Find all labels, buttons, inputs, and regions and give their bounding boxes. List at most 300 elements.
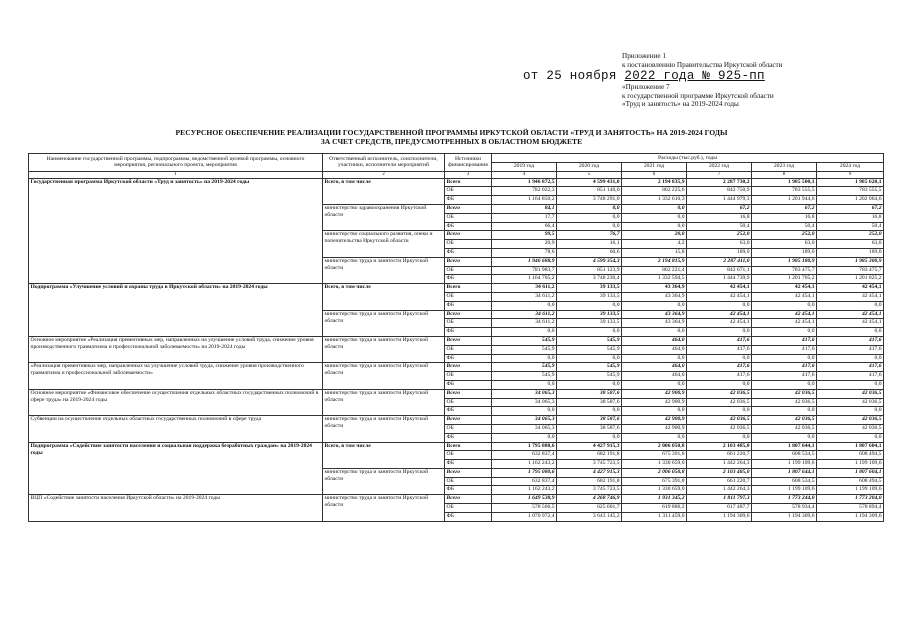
amount-cell: 67,2 [687,204,752,213]
amount-cell: 682 191,8 [557,477,622,486]
executor-cell: министерство труда и занятости Иркутской области [323,363,445,389]
amount-cell: 34 065,3 [492,416,557,425]
amount-cell: 3 643 145,2 [557,512,622,521]
amount-cell: 0,0 [817,407,884,416]
column-number: 4 [492,171,557,178]
amount-cell: 417,6 [687,372,752,381]
amount-cell: 1 773 204,0 [817,495,884,504]
document-title [0,128,903,146]
amount-cell: 0,0 [752,301,817,310]
program-name-cell: Основное мероприятие «Реализация превентивных мер, направленных на улучшение условий труда, снижение уровня производственного травматизма и профессиональной заболеваемости» на 2019-2024 годы [29,336,323,362]
source-cell: Всего [445,389,492,398]
executor-cell: министерство здравоохранения Иркутской области [323,204,445,230]
amount-cell: 99,5 [492,231,557,240]
amount-cell: 0,0 [687,407,752,416]
amount-cell: 1 194 309,6 [687,512,752,521]
amount-cell: 417,6 [687,336,752,345]
column-number: 8 [752,171,817,178]
amount-cell: 2 103 485,0 [687,442,752,451]
source-cell: ОБ [445,372,492,381]
amount-cell: 3 748 291,0 [557,196,622,205]
amount-cell: 608 534,5 [752,477,817,486]
amount-cell: 43 364,9 [622,292,687,301]
amount-cell: 608 494,5 [817,477,884,486]
amount-cell: 0,0 [557,380,622,389]
amount-cell: 42 454,1 [817,284,884,293]
amount-cell: 0,0 [622,407,687,416]
amount-cell: 189,0 [687,248,752,257]
amount-cell: 842 750,9 [687,187,752,196]
amount-cell: 1 811 797,3 [687,495,752,504]
amount-cell: 16,8 [687,213,752,222]
amount-cell: 417,6 [817,336,884,345]
executor-cell: Всего, в том числе [323,442,445,468]
amount-cell: 0,0 [622,328,687,337]
source-cell: Всего [445,178,492,187]
amount-cell: 862 221,4 [622,266,687,275]
amount-cell: 417,6 [817,345,884,354]
amount-cell: 42 454,1 [687,284,752,293]
approval-line-1: Приложение 1 [622,52,666,60]
source-cell: ФБ [445,380,492,389]
executor-cell: министерство труда и занятости Иркутской области [323,310,445,336]
executor-cell: министерство труда и занятости Иркутской области [323,468,445,494]
amount-cell: 42 454,1 [817,319,884,328]
amount-cell: 42 036,5 [687,389,752,398]
amount-cell: 43 364,9 [622,310,687,319]
source-cell: ФБ [445,222,492,231]
amount-cell: 252,0 [817,231,884,240]
table-row [29,442,884,451]
approval-line-2: к постановлению Правительства Иркутской области [622,60,783,69]
amount-cell: 42 036,5 [752,424,817,433]
amount-cell: 1 199 109,6 [752,486,817,495]
amount-cell: 38 587,6 [557,424,622,433]
amount-cell: 42 036,5 [817,424,884,433]
amount-cell: 851 140,0 [557,187,622,196]
amount-cell: 417,6 [687,363,752,372]
column-number: 9 [817,171,884,178]
amount-cell: 578 894,4 [817,504,884,513]
source-cell: Всего [445,442,492,451]
amount-cell: 0,0 [622,301,687,310]
approval-line-5: «Труд и занятость» на 2019-2024 годы [622,100,739,109]
amount-cell: 1 442 264,3 [687,460,752,469]
amount-cell: 189,0 [752,248,817,257]
amount-cell: 42 454,1 [752,292,817,301]
source-cell: ФБ [445,354,492,363]
amount-cell: 42 900,9 [622,416,687,425]
amount-cell: 0,0 [557,407,622,416]
amount-cell: 38 587,6 [557,389,622,398]
column-number: 1 [29,171,323,178]
amount-cell: 63,0 [817,240,884,249]
amount-cell: 42 036,5 [817,389,884,398]
source-cell: ФБ [445,275,492,284]
amount-cell: 20,9 [492,240,557,249]
amount-cell: 661 220,7 [687,477,752,486]
column-number: 6 [622,171,687,178]
source-cell: Всего [445,495,492,504]
amount-cell: 1 201 705,2 [752,275,817,284]
amount-cell: 189,0 [817,248,884,257]
amount-cell: 417,6 [752,363,817,372]
amount-cell: 632 837,4 [492,451,557,460]
amount-cell: 0,0 [557,354,622,363]
amount-cell: 34 611,2 [492,310,557,319]
executor-cell: министерство труда и занятости Иркутской области [323,416,445,442]
amount-cell: 0,0 [557,328,622,337]
amount-cell: 1 807 644,1 [752,468,817,477]
amount-cell: 545,9 [557,345,622,354]
amount-cell: 4 599 354,3 [557,257,622,266]
source-cell: ФБ [445,460,492,469]
executor-cell: министерство труда и занятости Иркутской области [323,495,445,521]
amount-cell: 1 985 180,9 [752,257,817,266]
amount-cell: 619 886,2 [622,504,687,513]
amount-cell: 0,0 [752,380,817,389]
amount-cell: 63,0 [687,240,752,249]
amount-cell: 417,6 [752,345,817,354]
amount-cell: 1 795 080,6 [492,468,557,477]
source-cell: ОБ [445,424,492,433]
amount-cell: 1 649 538,9 [492,495,557,504]
amount-cell: 4 599 431,0 [557,178,622,187]
amount-cell: 67,2 [752,204,817,213]
amount-cell: 783 555,5 [817,187,884,196]
table-row [29,416,884,425]
amount-cell: 0,0 [687,301,752,310]
source-cell: ОБ [445,292,492,301]
amount-cell: 0,0 [752,328,817,337]
amount-cell: 545,9 [492,372,557,381]
amount-cell: 0,0 [557,301,622,310]
amount-cell: 3 745 723,5 [557,460,622,469]
amount-cell: 42 036,5 [817,398,884,407]
amount-cell: 608 494,5 [817,451,884,460]
source-cell: ФБ [445,196,492,205]
amount-cell: 608 534,5 [752,451,817,460]
source-cell: ФБ [445,512,492,521]
amount-cell: 0,0 [817,433,884,442]
column-number: 5 [557,171,622,178]
amount-cell: 67,2 [817,204,884,213]
source-cell: ФБ [445,433,492,442]
amount-cell: 0,0 [752,433,817,442]
source-cell: Всего [445,310,492,319]
executor-cell: министерство труда и занятости Иркутской области [323,389,445,415]
amount-cell: 1 330 659,0 [622,486,687,495]
amount-cell: 417,6 [752,336,817,345]
amount-cell: 1 194 309,6 [817,512,884,521]
source-cell: ОБ [445,451,492,460]
amount-cell: 15,8 [622,248,687,257]
amount-cell: 1 946 872,5 [492,178,557,187]
amount-cell: 17,7 [492,213,557,222]
amount-cell: 39 133,5 [557,292,622,301]
table-body [29,178,884,521]
amount-cell: 0,0 [622,213,687,222]
table-row [29,178,884,187]
amount-cell: 661 220,7 [687,451,752,460]
amount-cell: 1 164 705,2 [492,275,557,284]
amount-cell: 675 391,8 [622,451,687,460]
header-name: Наименование государственной программы, подпрограммы, ведомственной целевой программы, основного мероприятия, регионального проекта, мероприятия [29,154,323,172]
amount-cell: 42 036,5 [817,416,884,425]
amount-cell: 1 199 109,6 [752,460,817,469]
amount-cell: 42 036,5 [752,398,817,407]
header-year: 2024 год [817,162,884,171]
amount-cell: 1 202 064,6 [817,196,884,205]
amount-cell: 1 311 459,0 [622,512,687,521]
amount-cell: 0,0 [557,204,622,213]
amount-cell: 2 103 485,0 [687,468,752,477]
amount-cell: 617 487,7 [687,504,752,513]
amount-cell: 862 225,6 [622,187,687,196]
source-cell: Всего [445,204,492,213]
source-cell: Всего [445,468,492,477]
amount-cell: 39 133,5 [557,284,622,293]
executor-cell: министерство труда и занятости Иркутской области [323,257,445,283]
amount-cell: 417,6 [817,363,884,372]
amount-cell: 1 201 944,6 [752,196,817,205]
table-row [29,495,884,504]
header-expenses: Расходы (тыс.руб.), годы [492,154,884,163]
source-cell: Всего [445,231,492,240]
amount-cell: 675 391,8 [622,477,687,486]
amount-cell: 0,0 [557,433,622,442]
source-cell: Всего [445,336,492,345]
amount-cell: 682 191,8 [557,451,622,460]
executor-cell: министерство труда и занятости Иркутской области [323,336,445,362]
amount-cell: 63,0 [752,240,817,249]
amount-cell: 1 201 825,2 [817,275,884,284]
amount-cell: 0,0 [752,354,817,363]
amount-cell: 1 162 243,2 [492,486,557,495]
table-row [29,284,884,293]
header-year: 2021 год [622,162,687,171]
amount-cell: 42 454,1 [687,292,752,301]
amount-cell: 0,0 [622,433,687,442]
amount-cell: 0,0 [622,354,687,363]
column-number: 7 [687,171,752,178]
amount-cell: 76,7 [557,231,622,240]
table-row [29,389,884,398]
amount-cell: 34 065,3 [492,398,557,407]
source-cell: ОБ [445,319,492,328]
source-cell: ОБ [445,398,492,407]
amount-cell: 783 555,5 [752,187,817,196]
amount-cell: 1 807 644,1 [752,442,817,451]
approval-line-3: «Приложение 7 [622,83,670,92]
amount-cell: 34 611,2 [492,292,557,301]
amount-cell: 417,6 [687,345,752,354]
amount-cell: 50,4 [752,222,817,231]
approval-line-4: к государственной программе Иркутской области [622,91,774,100]
amount-cell: 1 795 080,6 [492,442,557,451]
amount-cell: 252,0 [752,231,817,240]
resource-table [28,153,884,522]
amount-cell: 1 985 500,1 [752,178,817,187]
amount-cell: 464,0 [622,345,687,354]
amount-cell: 464,0 [622,372,687,381]
amount-cell: 417,6 [752,372,817,381]
amount-cell: 2 194 815,9 [622,257,687,266]
amount-cell: 42 454,1 [752,310,817,319]
amount-cell: 545,9 [557,336,622,345]
amount-cell: 0,0 [622,204,687,213]
amount-cell: 842 671,1 [687,266,752,275]
source-cell: ОБ [445,345,492,354]
amount-cell: 4 427 915,3 [557,442,622,451]
source-cell: ОБ [445,477,492,486]
amount-cell: 578 566,5 [492,504,557,513]
source-cell: Всего [445,416,492,425]
amount-cell: 0,0 [817,301,884,310]
source-cell: ФБ [445,328,492,337]
table-row [29,336,884,345]
amount-cell: 0,0 [687,354,752,363]
amount-cell: 417,6 [817,372,884,381]
program-name-cell: Основное мероприятие «Финансовое обеспечение осуществления отдельных областных государственных полномочий в сфере труда» на 2019-2024 годы [29,389,323,415]
source-cell: Всего [445,363,492,372]
amount-cell: 42 036,5 [752,416,817,425]
amount-cell: 464,0 [622,336,687,345]
amount-cell: 42 900,9 [622,398,687,407]
amount-cell: 20,0 [622,231,687,240]
program-name-cell: Подпрограмма «Содействие занятости населения и социальная поддержка безработных граждан» на 2019-2024 годы [29,442,323,495]
amount-cell: 16,1 [557,240,622,249]
amount-cell: 1 164 850,2 [492,196,557,205]
column-number: 2 [323,171,445,178]
amount-cell: 545,9 [557,372,622,381]
amount-cell: 42 454,1 [752,319,817,328]
stamp-date: 2022 года № 925-пп [624,69,765,83]
amount-cell: 0,0 [817,380,884,389]
amount-cell: 4 268 746,9 [557,495,622,504]
amount-cell: 34 065,3 [492,424,557,433]
amount-cell: 0,0 [687,433,752,442]
amount-cell: 1 199 109,6 [817,486,884,495]
amount-cell: 0,0 [492,433,557,442]
table-row [29,363,884,372]
amount-cell: 625 601,7 [557,504,622,513]
source-cell: Всего [445,257,492,266]
amount-cell: 4 427 915,3 [557,468,622,477]
amount-cell: 1 070 972,4 [492,512,557,521]
amount-cell: 783 475,7 [817,266,884,275]
amount-cell: 38 587,6 [557,398,622,407]
column-number: 3 [445,171,492,178]
amount-cell: 2 194 835,9 [622,178,687,187]
amount-cell: 783 475,7 [752,266,817,275]
amount-cell: 4,2 [622,240,687,249]
amount-cell: 1 946 688,9 [492,257,557,266]
amount-cell: 60,6 [557,248,622,257]
amount-cell: 1 807 604,1 [817,468,884,477]
amount-cell: 34 611,2 [492,319,557,328]
amount-cell: 0,0 [622,380,687,389]
executor-cell: Всего, в том числе [323,284,445,310]
amount-cell: 1 931 345,2 [622,495,687,504]
amount-cell: 39 133,5 [557,310,622,319]
amount-cell: 34 611,2 [492,284,557,293]
table-head [29,154,884,179]
amount-cell: 42 900,9 [622,424,687,433]
title-line-2: ЗА СЧЕТ СРЕДСТВ, ПРЕДУСМОТРЕННЫХ В ОБЛАСТНОМ БЮДЖЕТЕ [320,137,583,146]
amount-cell: 42 454,1 [687,319,752,328]
amount-cell: 0,0 [557,213,622,222]
amount-cell: 34 065,3 [492,389,557,398]
amount-cell: 0,0 [492,380,557,389]
amount-cell: 84,1 [492,204,557,213]
source-cell: ОБ [445,213,492,222]
amount-cell: 43 364,9 [622,284,687,293]
header-year: 2020 год [557,162,622,171]
source-cell: ОБ [445,504,492,513]
amount-cell: 0,0 [687,328,752,337]
amount-cell: 632 837,4 [492,477,557,486]
amount-cell: 2 287 730,2 [687,178,752,187]
amount-cell: 1 162 243,2 [492,460,557,469]
amount-cell: 42 036,5 [752,389,817,398]
executor-cell: Всего, в том числе [323,178,445,204]
program-name-cell: ВЦП «Содействие занятости населения Иркутской области» на 2019-2024 годы [29,495,323,521]
header-year: 2023 год [752,162,817,171]
amount-cell: 2 006 050,8 [622,468,687,477]
title-line-1: РЕСУРСНОЕ ОБЕСПЕЧЕНИЕ РЕАЛИЗАЦИИ ГОСУДАРСТВЕННОЙ ПРОГРАММЫ ИРКУТСКОЙ ОБЛАСТИ «ТРУД И ЗАНЯТОСТЬ» НА 2019-2024 ГОДЫ [175,128,728,137]
amount-cell: 1 444 979,3 [687,196,752,205]
amount-cell: 43 364,9 [622,319,687,328]
amount-cell: 2 006 050,8 [622,442,687,451]
amount-cell: 50,4 [817,222,884,231]
amount-cell: 0,0 [492,328,557,337]
amount-cell: 1 773 244,0 [752,495,817,504]
amount-cell: 1 330 659,0 [622,460,687,469]
program-name-cell: Государственная программа Иркутской области «Труд и занятость» на 2019-2024 годы [29,178,323,284]
amount-cell: 0,0 [492,354,557,363]
amount-cell: 545,9 [492,336,557,345]
date-stamp [523,69,765,83]
amount-cell: 1 985 300,9 [817,257,884,266]
header-year: 2019 год [492,162,557,171]
header-source: Источники финансирования [445,154,492,172]
amount-cell: 1 442 264,3 [687,486,752,495]
source-cell: ФБ [445,248,492,257]
source-cell: ОБ [445,266,492,275]
amount-cell: 1 194 309,6 [752,512,817,521]
amount-cell: 42 454,1 [752,284,817,293]
amount-cell: 42 036,5 [687,416,752,425]
amount-cell: 781 983,7 [492,266,557,275]
amount-cell: 3 748 230,4 [557,275,622,284]
header-year: 2022 год [687,162,752,171]
amount-cell: 1 444 739,9 [687,275,752,284]
header-executor: Ответственный исполнитель, соисполнители, участники, исполнители мероприятий [323,154,445,172]
amount-cell: 0,0 [817,354,884,363]
amount-cell: 42 036,5 [687,398,752,407]
amount-cell: 851 123,9 [557,266,622,275]
amount-cell: 0,0 [492,407,557,416]
executor-cell: министерство социального развития, опеки и попечительства Иркутской области [323,231,445,257]
amount-cell: 42 454,1 [687,310,752,319]
amount-cell: 0,0 [622,222,687,231]
amount-cell: 252,0 [687,231,752,240]
amount-cell: 2 287 411,0 [687,257,752,266]
amount-cell: 16,8 [817,213,884,222]
amount-cell: 38 587,6 [557,416,622,425]
program-name-cell: «Реализация превентивных мер, направленных на улучшение условий труда, снижение уровня производственного травматизма и профессиональной заболеваемости» [29,363,323,389]
